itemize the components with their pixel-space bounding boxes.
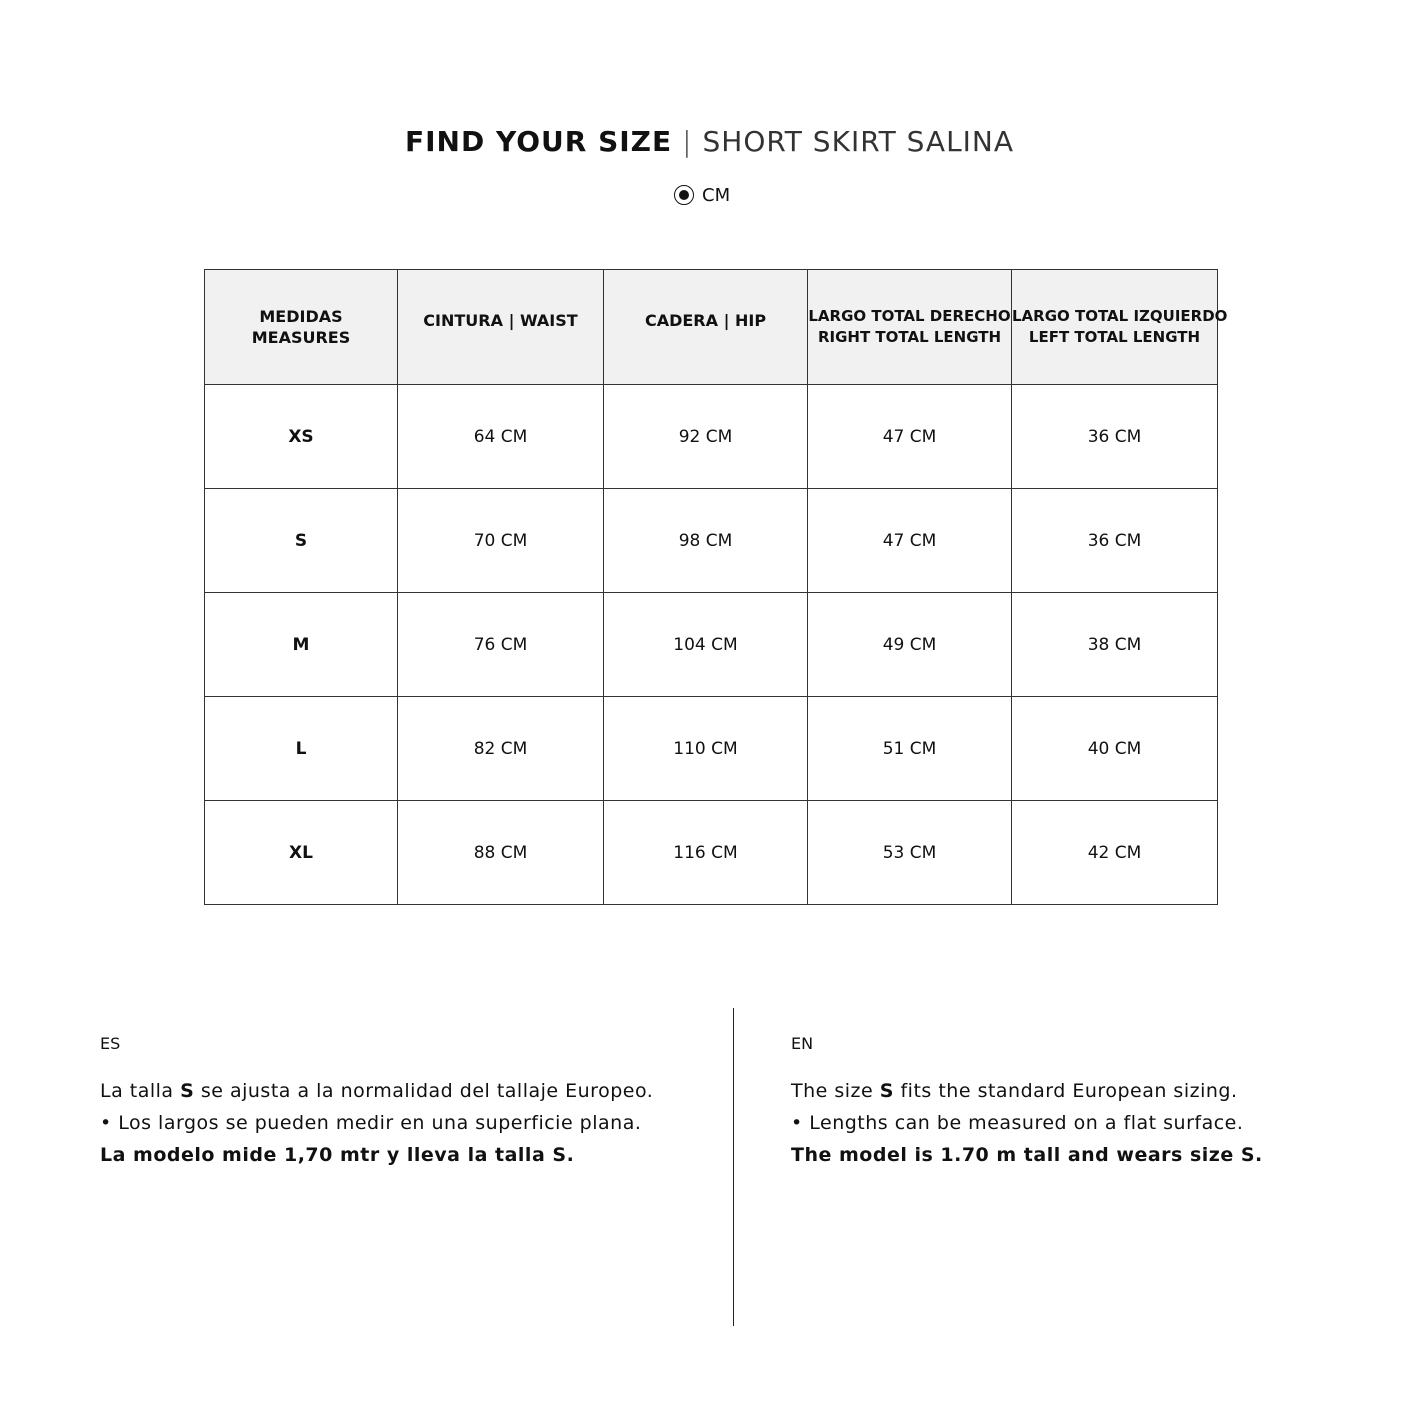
note-en-line3: The model is 1.70 m tall and wears size S. xyxy=(791,1144,1263,1166)
left-length-cell: 36 CM xyxy=(1012,489,1218,593)
waist-cell: 76 CM xyxy=(398,593,604,697)
waist-cell: 88 CM xyxy=(398,801,604,905)
header-left-length: LARGO TOTAL IZQUIERDO LEFT TOTAL LENGTH xyxy=(1012,270,1218,385)
unit-selector[interactable] xyxy=(674,182,730,208)
waist-cell: 64 CM xyxy=(398,385,604,489)
table-header-row xyxy=(205,270,1218,385)
left-length-cell: 36 CM xyxy=(1012,385,1218,489)
right-length-cell: 51 CM xyxy=(808,697,1012,801)
note-spanish xyxy=(100,1034,720,1171)
unit-label: CM xyxy=(702,184,731,206)
left-length-cell: 40 CM xyxy=(1012,697,1218,801)
title-find-your-size: FIND YOUR SIZE xyxy=(404,125,673,158)
size-cell: L xyxy=(205,697,398,801)
size-cell: XL xyxy=(205,801,398,905)
right-length-cell: 47 CM xyxy=(808,489,1012,593)
header-waist: CINTURA | WAIST xyxy=(398,270,604,385)
title-product-name: SHORT SKIRT SALINA xyxy=(702,125,1015,158)
table-row xyxy=(205,489,1218,593)
lang-label-en: EN xyxy=(791,1034,814,1053)
note-es-line1: La talla S se ajusta a la normalidad del tallaje Europeo. xyxy=(100,1080,654,1102)
waist-cell: 70 CM xyxy=(398,489,604,593)
lang-label-es: ES xyxy=(100,1034,121,1053)
title-separator: | xyxy=(682,125,693,158)
table-row xyxy=(205,697,1218,801)
left-length-cell: 38 CM xyxy=(1012,593,1218,697)
header-measures: MEDIDAS MEASURES xyxy=(205,270,398,385)
note-english xyxy=(791,1034,1391,1171)
size-chart-table xyxy=(204,269,1228,905)
header-right-length: LARGO TOTAL DERECHO RIGHT TOTAL LENGTH xyxy=(808,270,1012,385)
table-row xyxy=(205,801,1218,905)
hip-cell: 104 CM xyxy=(604,593,808,697)
radio-selected-icon[interactable] xyxy=(674,185,694,205)
table-row xyxy=(205,385,1218,489)
radio-dot xyxy=(679,190,689,200)
header-hip: CADERA | HIP xyxy=(604,270,808,385)
note-en-line2: • Lengths can be measured on a flat surface. xyxy=(791,1112,1244,1134)
hip-cell: 116 CM xyxy=(604,801,808,905)
page-title xyxy=(0,124,1419,160)
waist-cell: 82 CM xyxy=(398,697,604,801)
right-length-cell: 47 CM xyxy=(808,385,1012,489)
column-divider xyxy=(733,1008,734,1326)
hip-cell: 110 CM xyxy=(604,697,808,801)
left-length-cell: 42 CM xyxy=(1012,801,1218,905)
right-length-cell: 53 CM xyxy=(808,801,1012,905)
note-en-line1: The size S fits the standard European sizing. xyxy=(791,1080,1238,1102)
hip-cell: 92 CM xyxy=(604,385,808,489)
note-es-line2: • Los largos se pueden medir en una superficie plana. xyxy=(100,1112,642,1134)
size-cell: S xyxy=(205,489,398,593)
size-cell: M xyxy=(205,593,398,697)
note-es-line3: La modelo mide 1,70 mtr y lleva la talla S. xyxy=(100,1144,575,1166)
size-cell: XS xyxy=(205,385,398,489)
hip-cell: 98 CM xyxy=(604,489,808,593)
table-row xyxy=(205,593,1218,697)
right-length-cell: 49 CM xyxy=(808,593,1012,697)
